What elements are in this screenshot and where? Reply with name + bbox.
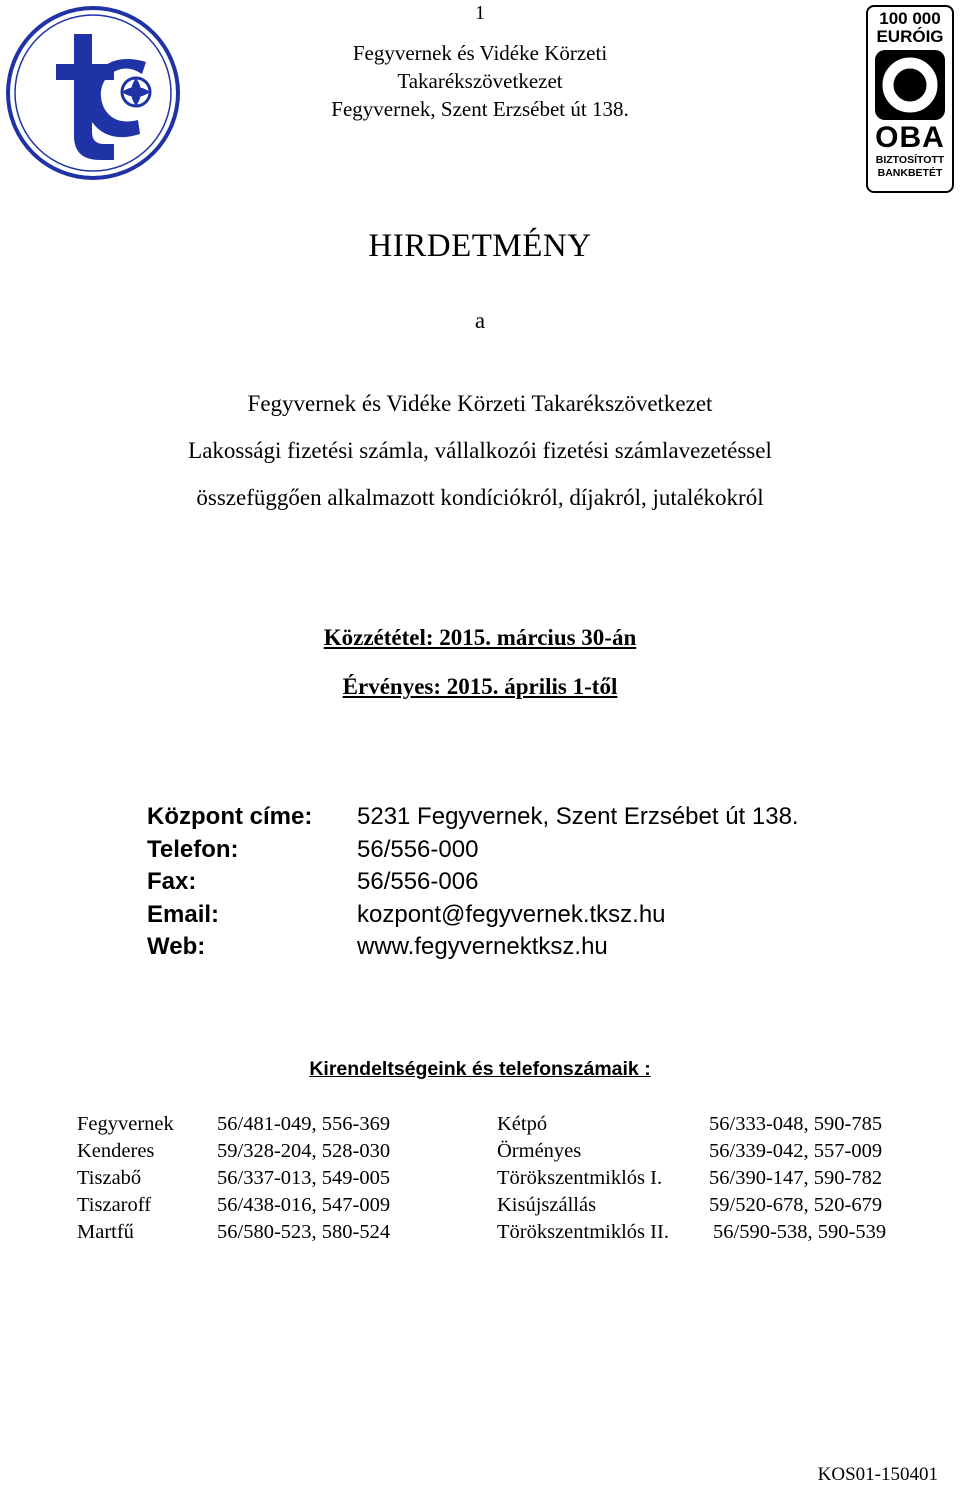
contact-row <box>147 834 799 867</box>
contact-web-link[interactable]: www.fegyvernektksz.hu <box>357 933 608 960</box>
branch-name: Kisújszállás <box>497 1194 597 1216</box>
branch-row <box>497 1219 886 1246</box>
branch-name: Tiszaroff <box>77 1194 152 1216</box>
oba-brand: OBA <box>875 121 945 154</box>
branch-row <box>497 1165 886 1192</box>
page-title: HIRDETMÉNY <box>368 228 592 264</box>
contact-row <box>147 931 799 964</box>
oba-currency: EURÓIG <box>876 27 944 46</box>
oba-ring-icon <box>875 50 945 120</box>
contact-block <box>147 801 799 964</box>
branch-phone: 59/328-204, 528-030 <box>217 1140 391 1162</box>
branch-phone: 56/481-049, 556-369 <box>217 1113 391 1135</box>
branch-phone: 59/520-678, 520-679 <box>709 1194 883 1216</box>
branch-row <box>77 1192 390 1219</box>
branch-row <box>77 1111 390 1138</box>
document-code: KOS01-150401 <box>817 1464 938 1485</box>
header-org-name-2: Takarékszövetkezet <box>397 69 563 93</box>
page-number: 1 <box>475 2 485 24</box>
branch-name: Kenderes <box>77 1140 155 1162</box>
subject-line: összefüggően alkalmazott kondíciókról, díjakról, jutalékokról <box>196 485 764 510</box>
branch-name: Örményes <box>497 1140 582 1162</box>
branch-row <box>77 1219 390 1246</box>
oba-emblem <box>875 50 945 120</box>
branches-right-list <box>497 1111 886 1246</box>
branches-heading: Kirendeltségeink és telefonszámaik : <box>309 1058 651 1080</box>
branch-row <box>497 1111 886 1138</box>
oba-amount: 100 000 <box>879 9 941 28</box>
branch-phone: 56/339-042, 557-009 <box>709 1140 883 1162</box>
oba-line1: BIZTOSÍTOTT <box>875 154 945 166</box>
subject-line: Fegyvernek és Vidéke Körzeti Takarékszövetkezet <box>247 391 713 416</box>
contact-row <box>147 899 799 932</box>
contact-label: Web: <box>147 933 206 960</box>
publication-date: Közzététel: 2015. március 30-án <box>323 625 637 650</box>
branch-phone: 56/438-016, 547-009 <box>217 1194 391 1216</box>
subject-line: Lakossági fizetési számla, vállalkozói fizetési számlavezetéssel <box>188 438 772 463</box>
branch-name: Tiszabő <box>77 1167 142 1189</box>
page-subtitle: a <box>474 308 486 333</box>
header-address: Fegyvernek, Szent Erzsébet út 138. <box>331 97 629 121</box>
branch-row <box>77 1165 390 1192</box>
subject-block <box>0 380 960 521</box>
branches-left-list <box>77 1111 390 1246</box>
header-org-name: Fegyvernek és Vidéke Körzeti <box>352 41 608 65</box>
branch-phone: 56/390-147, 590-782 <box>709 1167 883 1189</box>
contact-email-link[interactable]: kozpont@fegyvernek.tksz.hu <box>357 900 666 928</box>
branch-row <box>77 1138 390 1165</box>
contact-label: Email: <box>147 900 220 928</box>
branch-name: Fegyvernek <box>77 1113 174 1135</box>
oba-badge <box>866 5 954 193</box>
branch-row <box>497 1192 886 1219</box>
branch-row <box>497 1138 886 1165</box>
oba-line2: BANKBETÉT <box>877 167 943 179</box>
contact-label: Telefon: <box>147 835 239 863</box>
branch-phone: 56/337-013, 549-005 <box>217 1167 391 1189</box>
valid-from-date: Érvényes: 2015. április 1-től <box>342 674 618 699</box>
branch-phone: 56/590-538, 590-539 <box>713 1221 887 1243</box>
branch-name: Törökszentmiklós II. <box>497 1221 669 1243</box>
branch-name: Kétpó <box>497 1113 548 1135</box>
contact-label: Fax: <box>147 868 197 895</box>
branch-name: Törökszentmiklós I. <box>497 1167 663 1189</box>
contact-value: 5231 Fegyvernek, Szent Erzsébet út 138. <box>357 803 799 830</box>
contact-row <box>147 801 799 834</box>
branch-name: Martfű <box>77 1221 134 1243</box>
branch-phone: 56/333-048, 590-785 <box>709 1113 883 1135</box>
contact-label: Központ címe: <box>147 803 313 830</box>
contact-value: 56/556-006 <box>357 868 479 895</box>
branch-phone: 56/580-523, 580-524 <box>217 1221 391 1243</box>
contact-value: 56/556-000 <box>357 835 479 863</box>
contact-row <box>147 866 799 899</box>
